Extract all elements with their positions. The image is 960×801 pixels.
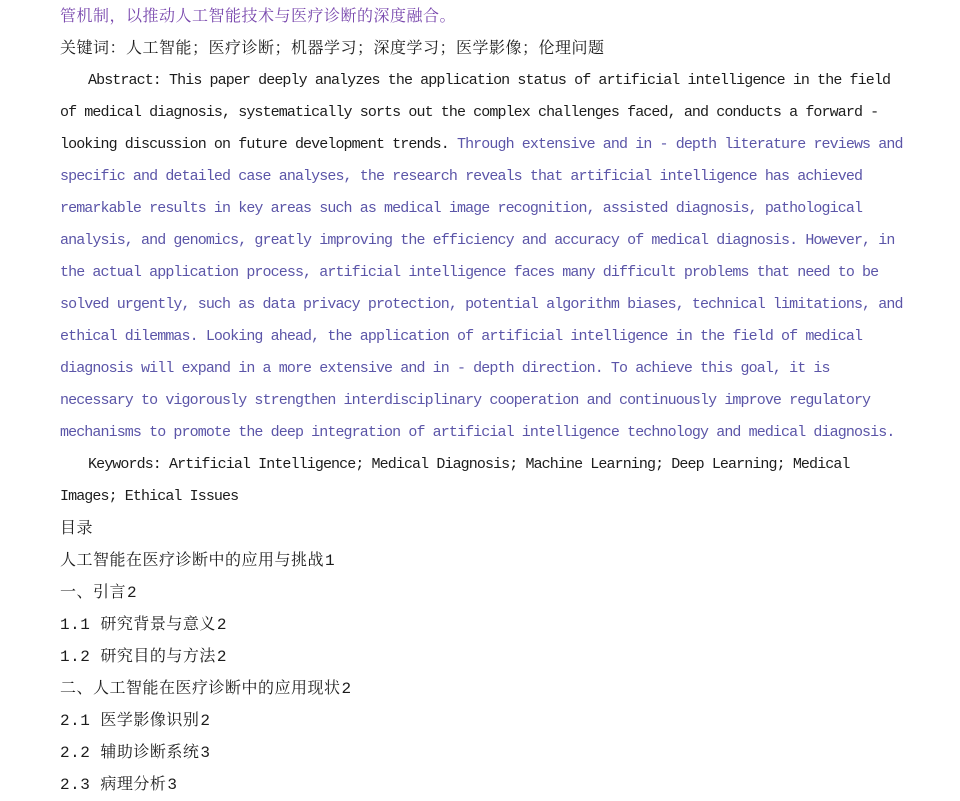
toc-entry-page: 2 [341, 680, 352, 698]
toc-entry-label: 人工智能在医疗诊断中的应用与挑战 [60, 552, 325, 570]
toc-entry-page: 2 [127, 584, 138, 602]
toc-entry [60, 769, 906, 801]
toc-entry-label: 2.2 辅助诊断系统 [60, 744, 200, 762]
toc-entry-label: 1.2 研究目的与方法 [60, 648, 216, 666]
toc-entry-page: 1 [325, 552, 336, 570]
toc-entry-label: 2.1 医学影像识别 [60, 712, 200, 730]
keywords-english: Keywords: Artificial Intelligence; Medical Diagnosis; Machine Learning; Deep Learning; Medical Images; Ethical Issues [60, 456, 850, 505]
paragraph-tail-chinese: 管机制，以推动人工智能技术与医疗诊断的深度融合。 [60, 8, 457, 26]
toc-entry-page: 3 [200, 744, 211, 762]
abstract-purple-text: Through extensive and in - depth literature reviews and specific and detailed case analyses, the research reveals that artificial intelligence has achieved remarkable results in key areas such as medical image recognition, assisted diagnosis, pathological analysis, and genomics, greatly improving the efficiency and accuracy of medical diagnosis. However, in the actual application process, artificial intelligence faces many difficult problems that need to be solved urgently, such as data privacy protection, potential algorithm biases, technical limitations, and ethical dilemmas. Looking ahead, the application of artificial intelligence in the field of medical diagnosis will expand in a more extensive and in - depth direction. To achieve this goal, it is necessary to vigorously strengthen interdisciplinary cooperation and continuously improve regulatory mechanisms to promote the deep integration of artificial intelligence technology and medical diagnosis. [60, 136, 903, 441]
toc-entry-page: 2 [200, 712, 211, 730]
toc-entry-page: 3 [167, 776, 178, 794]
toc-entry [60, 609, 906, 641]
toc-entry-label: 二、人工智能在医疗诊断中的应用现状 [60, 680, 341, 698]
toc-entry-page: 2 [216, 616, 228, 634]
toc-entry-label: 1.1 研究背景与意义 [60, 616, 216, 634]
toc-entry [60, 737, 906, 769]
toc-entry-label: 2.3 病理分析 [60, 776, 167, 794]
toc-entry-label: 一、引言 [60, 584, 127, 602]
abstract-paragraph [60, 65, 906, 449]
toc-entry [60, 705, 906, 737]
toc-entry [60, 577, 906, 609]
abstract-black-text: Abstract: This paper deeply analyzes the application status of artificial intelligence in the field of medical diagnosis, systematically sorts out the complex challenges faced, and conducts a forward - looking discussion on future development trends. [60, 72, 891, 153]
toc-entry [60, 641, 906, 673]
keywords-chinese: 关键词：人工智能；医疗诊断；机器学习；深度学习；医学影像；伦理问题 [60, 40, 605, 58]
toc-title: 目录 [60, 520, 94, 538]
toc-entry [60, 673, 906, 705]
toc-entry [60, 545, 906, 577]
toc-entry-page: 2 [216, 648, 228, 666]
